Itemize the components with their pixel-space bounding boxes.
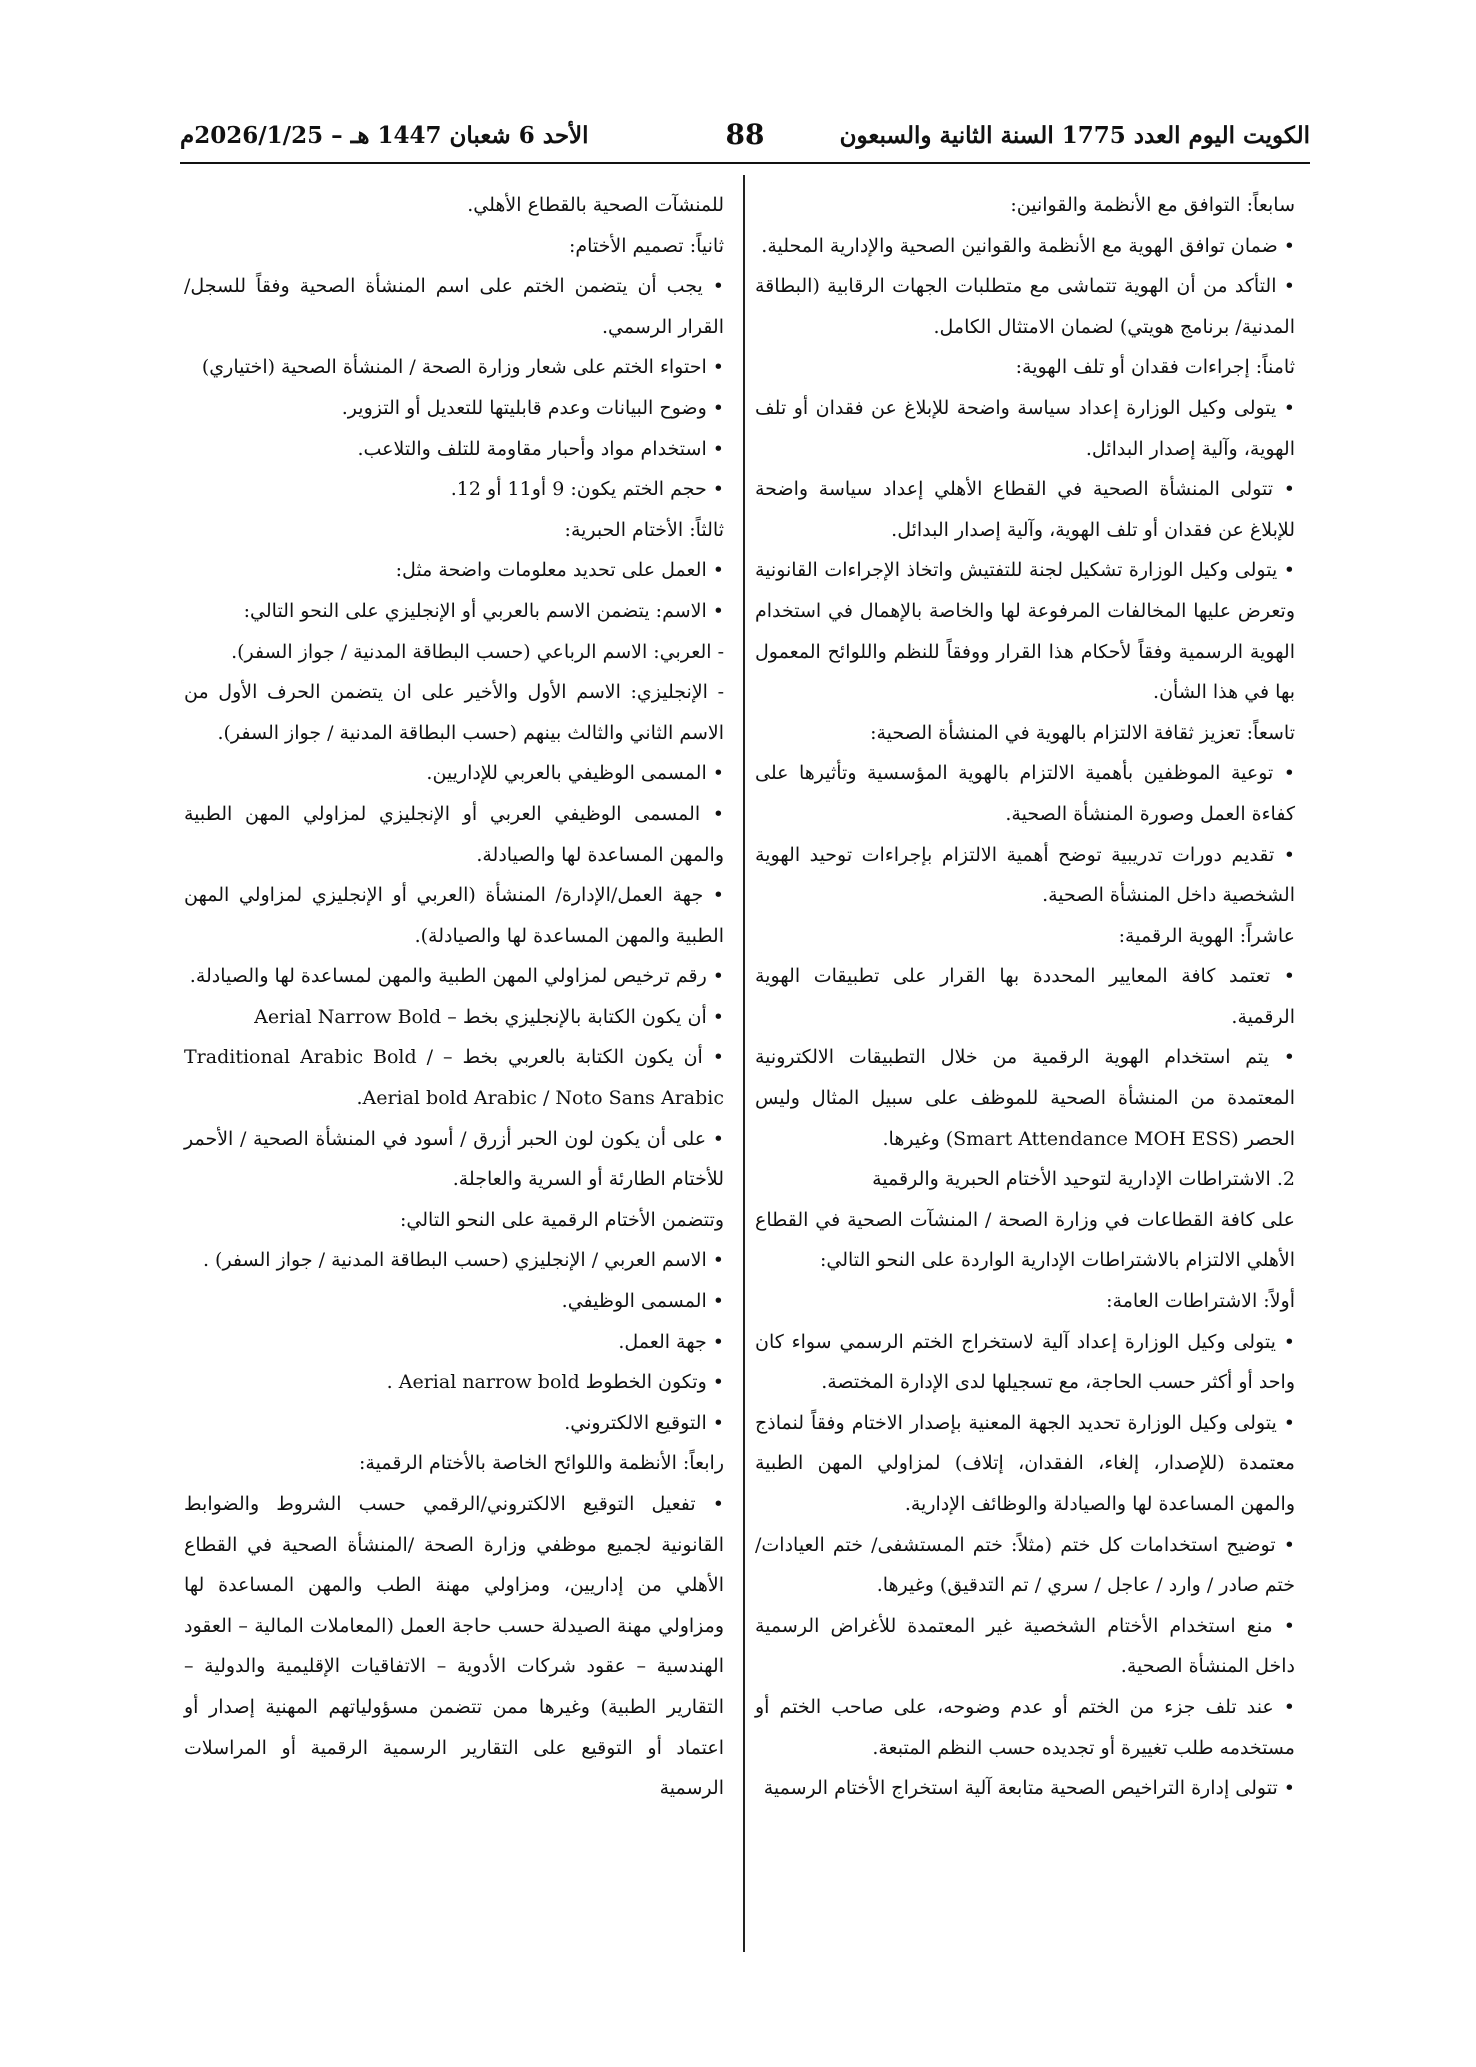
- paragraph: ثالثاً: الأختام الحبرية:: [564, 518, 724, 541]
- paragraph: رابعاً: الأنظمة واللوائح الخاصة بالأختام الرقمية:: [359, 1452, 724, 1475]
- paragraph: • احتواء الختم على شعار وزارة الصحة / المنشأة الصحية (اختياري): [201, 356, 724, 379]
- paragraph: • يتولى وكيل الوزارة إعداد آلية لاستخراج الختم الرسمي سواء كان واحد أو أكثر حسب الحاجة، مع تسجيلها لدى الإدارة المختصة.: [755, 1330, 1295, 1394]
- paragraph: تاسعاً: تعزيز ثقافة الالتزام بالهوية في المنشأة الصحية:: [870, 721, 1295, 744]
- paragraph: • وضوح البيانات وعدم قابليتها للتعديل أو التزوير.: [341, 396, 724, 419]
- paragraph: • التأكد من أن الهوية تتماشى مع متطلبات الجهات الرقابية (البطاقة المدنية/ برنامج هويتي) لضمان الامتثال الكامل.: [755, 275, 1295, 338]
- paragraph: • أن يكون الكتابة بالإنجليزي بخط – Aerial Narrow Bold: [254, 1005, 724, 1028]
- paragraph: للمنشآت الصحية بالقطاع الأهلي.: [467, 194, 724, 216]
- page-header: [180, 118, 1310, 164]
- paragraph: أولاً: الاشتراطات العامة:: [1106, 1290, 1295, 1313]
- left-column: [184, 185, 724, 1809]
- page-number: 88: [725, 118, 765, 151]
- paragraph: • توعية الموظفين بأهمية الالتزام بالهوية المؤسسية وتأثيرها على كفاءة العمل وصورة المنشأة الصحية.: [755, 762, 1295, 825]
- paragraph: • تفعيل التوقيع الالكتروني/الرقمي حسب الشروط والضوابط القانونية لجميع موظفي وزارة الصحة /المنشأة الصحية في القطاع الأهلي من إداريين، ومزاولي مهنة الطب والمهن المساعدة لها ومزاولي مهنة الصيدلة حسب حاجة العمل (المعاملات المالية – العقود الهندسية – عقود شركات الأدوية – الاتفاقيات الإقليمية والدولية – التقارير الطبية) وغيرها ممن تتضمن مسؤولياتهم المهنية إصدار أو اعتماد أو التوقيع على التقارير الرسمية الرقمية أو المراسلات الرسمية: [184, 1493, 724, 1800]
- paragraph: - العربي: الاسم الرباعي (حسب البطاقة المدنية / جواز السفر).: [231, 640, 724, 663]
- paragraph: • التوقيع الالكتروني.: [564, 1411, 724, 1434]
- paragraph: • أن يكون الكتابة بالعربي بخط – Traditional Arabic Bold / Aerial bold Arabic / Noto Sans Arabic.: [184, 1046, 724, 1110]
- paragraph: • المسمى الوظيفي بالعربي للإداريين.: [426, 762, 724, 785]
- paragraph: • تعتمد كافة المعايير المحددة بها القرار على تطبيقات الهوية الرقمية.: [755, 965, 1295, 1028]
- paragraph: • يتولى وكيل الوزارة تحديد الجهة المعنية بإصدار الاختام وفقاً لنماذج معتمدة (للإصدار، إلغاء، الفقدان، إتلاف) لمزاولي المهن الطبية والمهن المساعدة لها والصيادلة والوظائف الإدارية.: [755, 1411, 1295, 1515]
- paragraph: • العمل على تحديد معلومات واضحة مثل:: [395, 559, 724, 582]
- paragraph: • عند تلف جزء من الختم أو عدم وضوحه، على صاحب الختم أو مستخدمه طلب تغييرة أو تجديده حسب النظم المتبعة.: [755, 1695, 1295, 1759]
- paragraph: • المسمى الوظيفي العربي أو الإنجليزي لمزاولي المهن الطبية والمهن المساعدة لها والصيادلة.: [184, 802, 724, 866]
- paragraph: • جهة العمل.: [618, 1330, 724, 1353]
- paragraph: عاشراً: الهوية الرقمية:: [1118, 924, 1295, 947]
- paragraph: • رقم ترخيص لمزاولي المهن الطبية والمهن لمساعدة لها والصيادلة.: [189, 965, 724, 988]
- paragraph: • حجم الختم يكون: 9 أو11 أو 12.: [450, 478, 724, 501]
- paragraph: • يتولى وكيل الوزارة تشكيل لجنة للتفتيش واتخاذ الإجراءات القانونية وتعرض عليها المخالفات المرفوعة لها والخاصة بالإهمال في استخدام الهوية الرسمية وفقاً لأحكام هذا القرار ووفقاً للنظم واللوائح المعمول بها في هذا الشأن.: [755, 559, 1295, 704]
- paragraph: • ضمان توافق الهوية مع الأنظمة والقوانين الصحية والإدارية المحلية.: [761, 234, 1295, 257]
- paragraph: • الاسم العربي / الإنجليزي (حسب البطاقة المدنية / جواز السفر) .: [202, 1249, 724, 1272]
- paragraph: ثانياً: تصميم الأختام:: [568, 234, 724, 257]
- paragraph: - الإنجليزي: الاسم الأول والأخير على ان يتضمن الحرف الأول من الاسم الثاني والثالث بينهم (حسب البطاقة المدنية / جواز السفر).: [184, 681, 724, 744]
- issue-date: الأحد 6 شعبان 1447 هـ – 2026/1/25م: [180, 122, 589, 149]
- right-column: [755, 185, 1295, 1809]
- paragraph: 2. الاشتراطات الإدارية لتوحيد الأختام الحبرية والرقمية: [872, 1168, 1295, 1191]
- paragraph: • تتولى المنشأة الصحية في القطاع الأهلي إعداد سياسة واضحة للإبلاغ عن فقدان أو تلف الهوية، وآلية إصدار البدائل.: [755, 478, 1295, 541]
- issue-info: الكويت اليوم العدد 1775 السنة الثانية والسبعون: [839, 122, 1310, 149]
- paragraph: • يتولى وكيل الوزارة إعداد سياسة واضحة للإبلاغ عن فقدان أو تلف الهوية، وآلية إصدار البدائل.: [755, 396, 1295, 460]
- paragraph: • على أن يكون لون الحبر أزرق / أسود في المنشأة الصحية / الأحمر للأختام الطارئة أو السرية والعاجلة.: [184, 1127, 724, 1191]
- paragraph: • تقديم دورات تدريبية توضح أهمية الالتزام بإجراءات توحيد الهوية الشخصية داخل المنشأة الصحية.: [755, 843, 1295, 907]
- paragraph: سابعاً: التوافق مع الأنظمة والقوانين:: [1010, 194, 1295, 216]
- paragraph: وتتضمن الأختام الرقمية على النحو التالي:: [400, 1208, 724, 1231]
- paragraph: على كافة القطاعات في وزارة الصحة / المنشآت الصحية في القطاع الأهلي الالتزام بالاشتراطات الإدارية الواردة على النحو التالي:: [755, 1208, 1295, 1272]
- paragraph: • يجب أن يتضمن الختم على اسم المنشأة الصحية وفقاً للسجل/ القرار الرسمي.: [184, 275, 724, 338]
- paragraph: • جهة العمل/الإدارة/ المنشأة (العربي أو الإنجليزي لمزاولي المهن الطبية والمهن المساعدة لها والصيادلة).: [184, 884, 724, 947]
- paragraph: • توضيح استخدامات كل ختم (مثلاً: ختم المستشفى/ ختم العيادات/ ختم صادر / وارد / عاجل / سري / تم التدقيق) وغيرها.: [755, 1533, 1295, 1597]
- paragraph: • منع استخدام الأختام الشخصية غير المعتمدة للأغراض الرسمية داخل المنشأة الصحية.: [755, 1614, 1295, 1678]
- column-divider: [743, 175, 745, 1952]
- paragraph: • وتكون الخطوط Aerial narrow bold .: [386, 1371, 724, 1394]
- paragraph: • المسمى الوظيفي.: [561, 1290, 724, 1313]
- paragraph: • استخدام مواد وأحبار مقاومة للتلف والتلاعب.: [357, 437, 724, 460]
- paragraph: • يتم استخدام الهوية الرقمية من خلال التطبيقات الالكترونية المعتمدة من المنشأة الصحية للموظف على سبيل المثال وليس الحصر (Smart Attendance MOH ESS) وغيرها.: [755, 1046, 1295, 1150]
- paragraph: ثامناً: إجراءات فقدان أو تلف الهوية:: [1015, 356, 1295, 379]
- paragraph: • تتولى إدارة التراخيص الصحية متابعة آلية استخراج الأختام الرسمية: [763, 1777, 1295, 1800]
- paragraph: • الاسم: يتضمن الاسم بالعربي أو الإنجليزي على النحو التالي:: [243, 599, 724, 622]
